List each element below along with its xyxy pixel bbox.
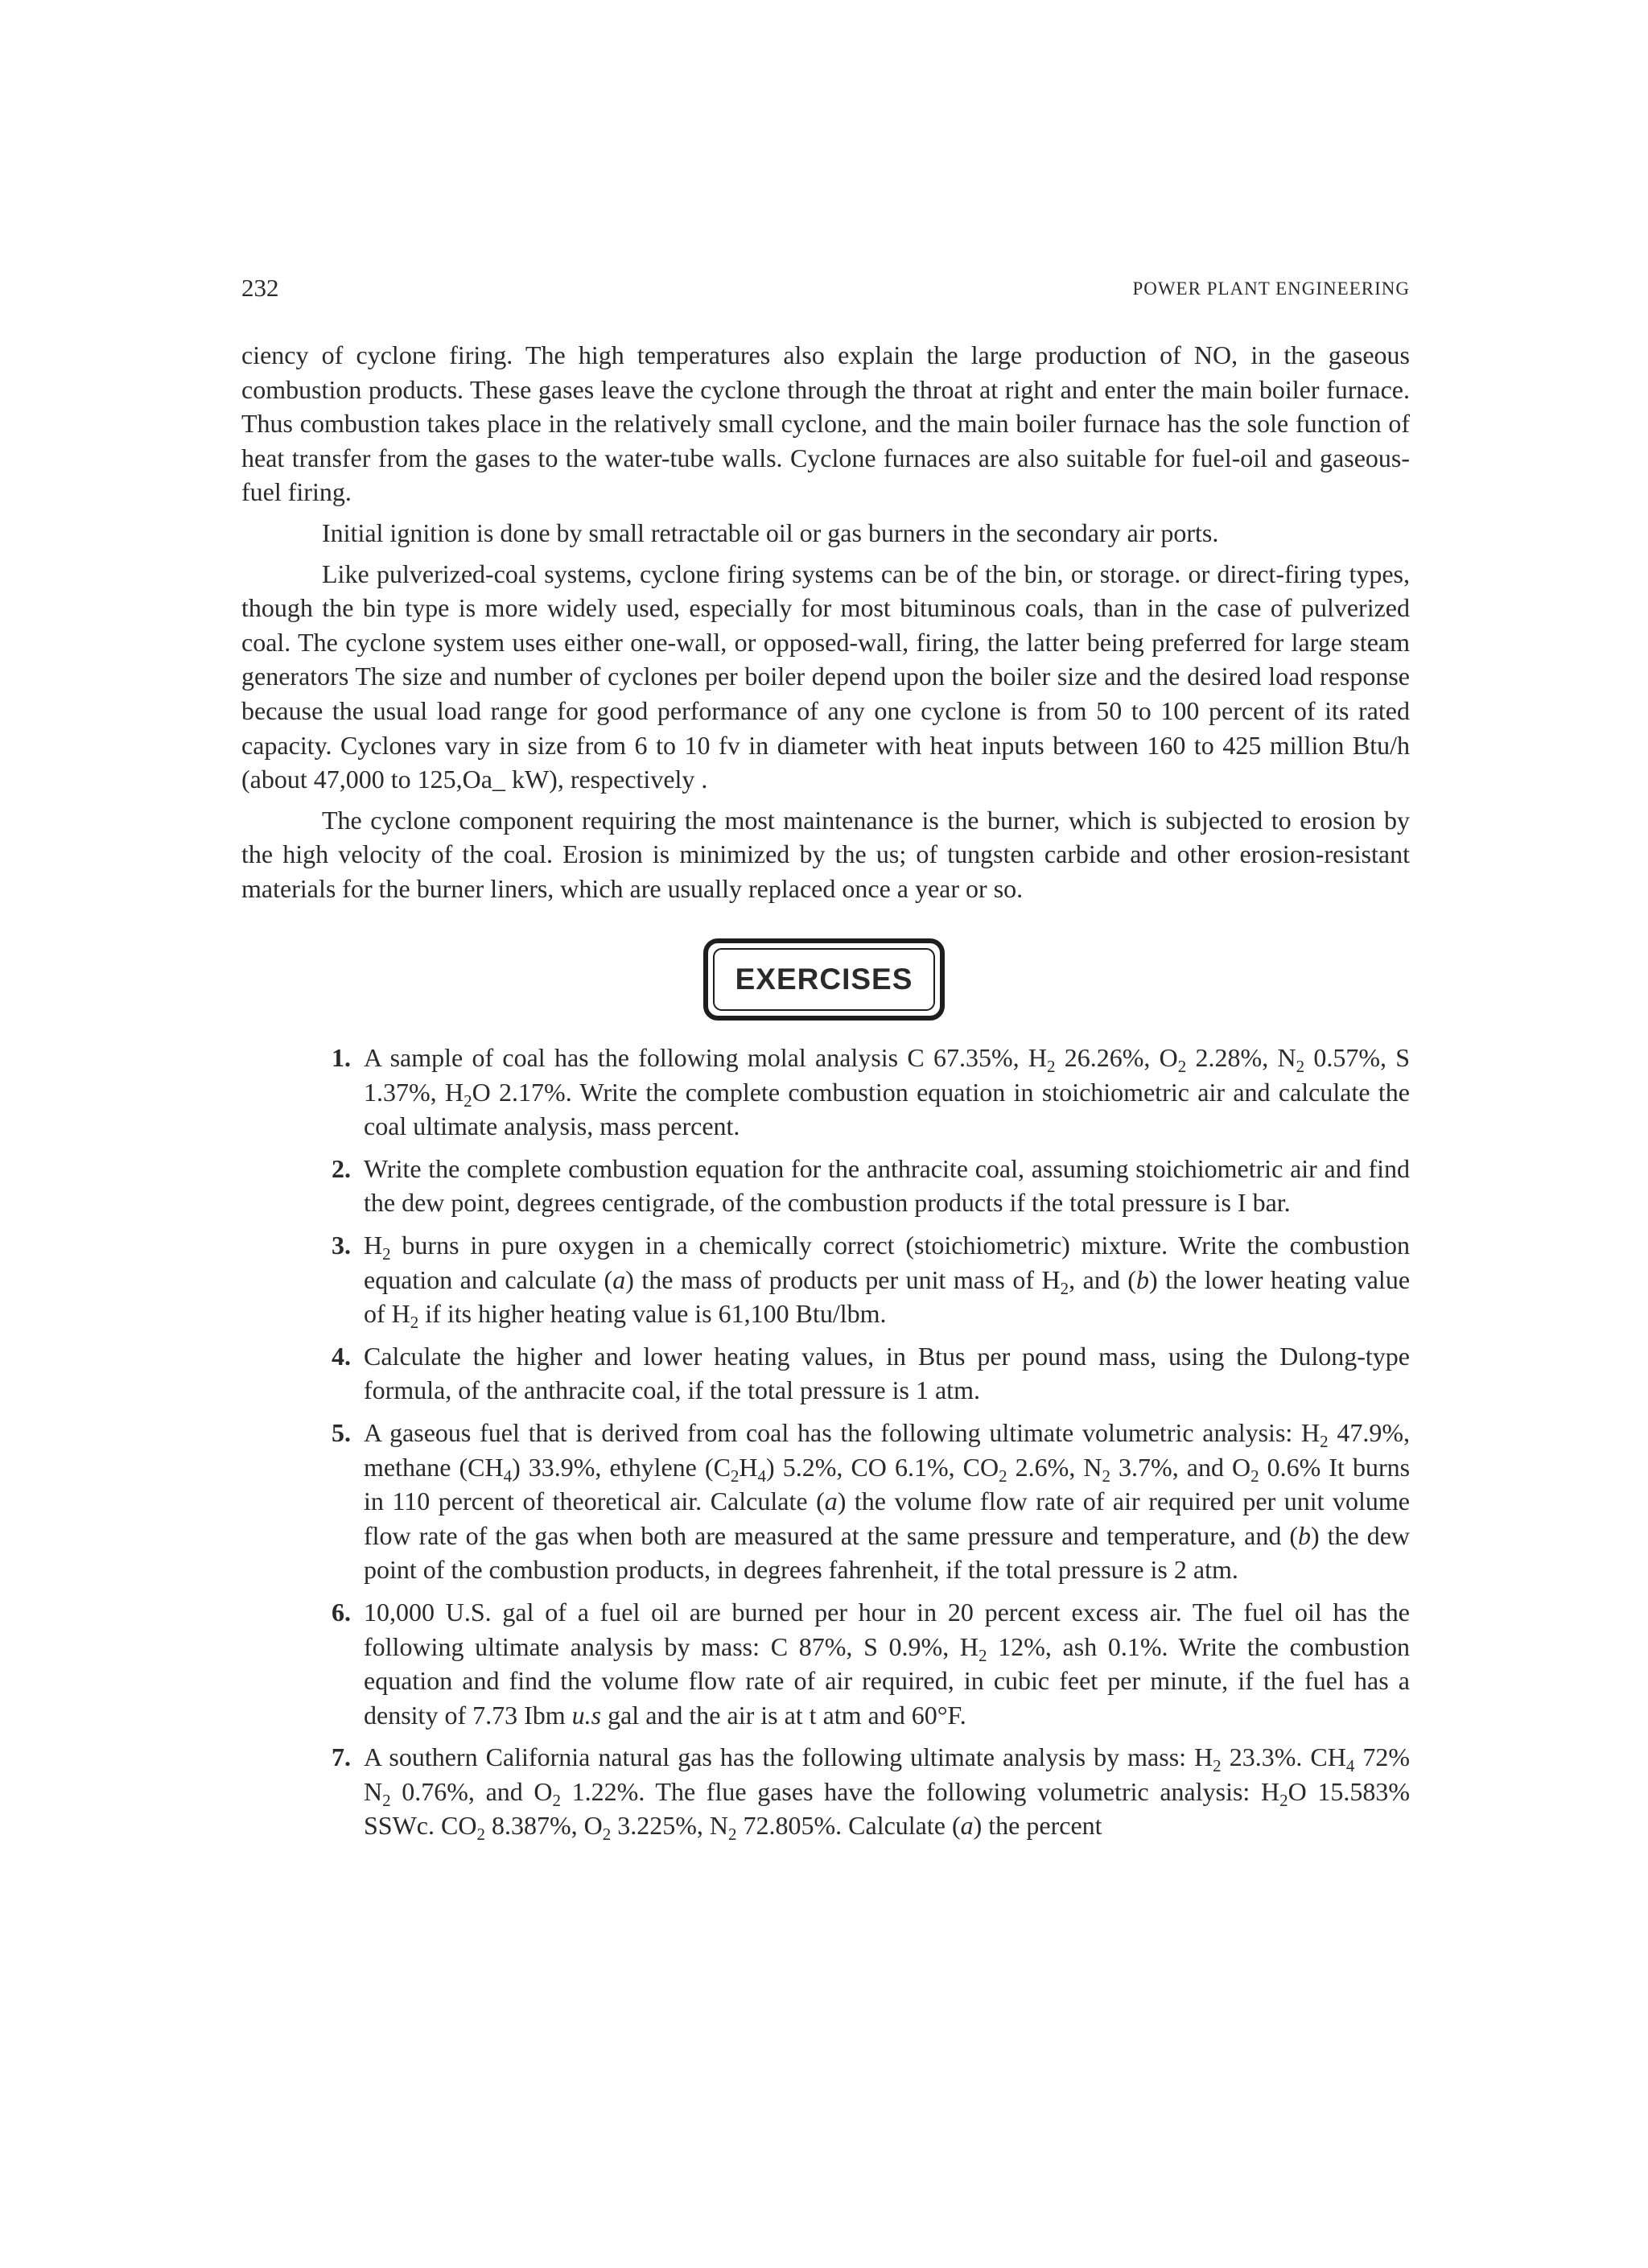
exercise-text: Write the complete combustion equation for the anthracite coal, assuming stoichiometric air and find the dew point, degrees centigrade, of the combustion products if the total pressure is I bar. (364, 1153, 1410, 1218)
exercise-item (332, 1152, 1410, 1220)
exercise-item (332, 1339, 1410, 1408)
page-number: 232 (241, 274, 279, 302)
exercise-item (332, 1740, 1410, 1843)
exercise-number: 1. (332, 1043, 351, 1072)
exercise-text: A sample of coal has the following molal analysis C 67.35%, $H_2$ 26.26%, $O_2$ 2.28%, $N_2$ 0.57%, S 1.37%, $H_2O$ 2.17%. Write the complete combustion equation in stoichiometric air and calculate the coal ultimate analysis, mass percent. (364, 1043, 1411, 1141)
exercise-text: A gaseous fuel that is derived from coal has the following ultimate volumetric analysis: $H_2$ 47.9%, methane $(CH_4)$ 33.9%, ethylene $(C_2H_4)$ 5.2%, CO 6.1%, $CO_2$ 2.6%, $N_2$ 3.7%, and $O_2$ 0.6% It burns in 110 percent of theoretical air. Calculate (a) the volume flow rate of air required per unit volume flow rate of the gas when both are measured at the same pressure and temperature, and (b) the dew point of the combustion products, in degrees fahrenheit, if the total pressure is 2 atm. (364, 1417, 1411, 1585)
exercise-number: 2. (332, 1153, 351, 1183)
exercise-item (332, 1595, 1410, 1732)
exercise-number: 6. (332, 1597, 351, 1627)
exercise-text: $H_2$ burns in pure oxygen in a chemically correct (stoichiometric) mixture. Write the combustion equation and calculate (a) the mass of products per unit mass of $H_2$, and (b) the lower heating value of $H_2$ if its higher heating value is 61,100 Btu/lbm. (364, 1230, 1411, 1333)
running-head: POWER PLANT ENGINEERING (1132, 278, 1410, 299)
paragraph: ciency of cyclone firing. The high temperatures also explain the large production of NO, in the gaseous combustion products. These gases leave the cyclone through the throat at right and enter the main boiler furnace. Thus combustion takes place in the relatively small cyclone, and the main boiler furnace has the sole function of heat transfer from the gases to the water-tube walls. Cyclone furnaces are also suitable for fuel-oil and gaseous-fuel firing. (241, 340, 1410, 507)
exercises-heading: EXERCISES (735, 963, 913, 996)
exercises-heading-box (703, 938, 945, 1021)
exercise-number: 7. (332, 1742, 351, 1772)
exercise-item (332, 1041, 1410, 1144)
paragraph: Like pulverized-coal systems, cyclone firing systems can be of the bin, or storage. or direct-firing types, though the bin type is more widely used, especially for most bituminous coals, than in the case of pulverized coal. The cyclone system uses either one-wall, or opposed-wall, firing, the latter being preferred for large steam generators The size and number of cyclones per boiler depend upon the boiler size and the desired load response because the usual load range for good performance of any one cyclone is from 50 to 100 percent of its rated capacity. Cyclones vary in size from 6 to 10 fv in diameter with heat inputs between 160 to 425 million Btu/h (about 47,000 to 125,Oa_ kW), respectively . (241, 559, 1410, 794)
exercise-text: A southern California natural gas has the following ultimate analysis by mass: $H_2$ 23.3%. $CH_4$ 72% $N_2$ 0.76%, and $O_2$ 1.22%. The flue gases have the following volumetric analysis: $H_2O$ 15.583% SSWc. $CO_2$ 8.387%, $O_2$ 3.225%, $N_2$ 72.805%. Calculate (a) the percent (364, 1742, 1411, 1845)
exercise-number: 5. (332, 1417, 351, 1447)
paragraph: Initial ignition is done by small retractable oil or gas burners in the secondary air ports. (322, 518, 1219, 547)
exercise-number: 4. (332, 1341, 351, 1371)
body-text (241, 338, 1410, 913)
exercise-item (332, 1228, 1410, 1331)
exercise-list (332, 1041, 1410, 1851)
exercise-text: 10,000 U.S. gal of a fuel oil are burned per hour in 20 percent excess air. The fuel oil has the following ultimate analysis by mass: C 87%, S 0.9%, $H_2$ 12%, ash 0.1%. Write the combustion equation and find the volume flow rate of air required, in cubic feet per minute, if the fuel has a density of 7.73 Ibm u.s gal and the air is at t atm and 60°F. (364, 1597, 1411, 1730)
exercise-item (332, 1416, 1410, 1587)
exercise-text: Calculate the higher and lower heating values, in Btus per pound mass, using the Dulong-type formula, of the anthracite coal, if the total pressure is 1 atm. (364, 1341, 1410, 1405)
paragraph: The cyclone component requiring the most maintenance is the burner, which is subjected to erosion by the high velocity of the coal. Erosion is minimized by the us; of tungsten carbide and other erosion-resistant materials for the burner liners, which are usually replaced once a year or so. (241, 805, 1410, 903)
exercise-number: 3. (332, 1230, 351, 1260)
